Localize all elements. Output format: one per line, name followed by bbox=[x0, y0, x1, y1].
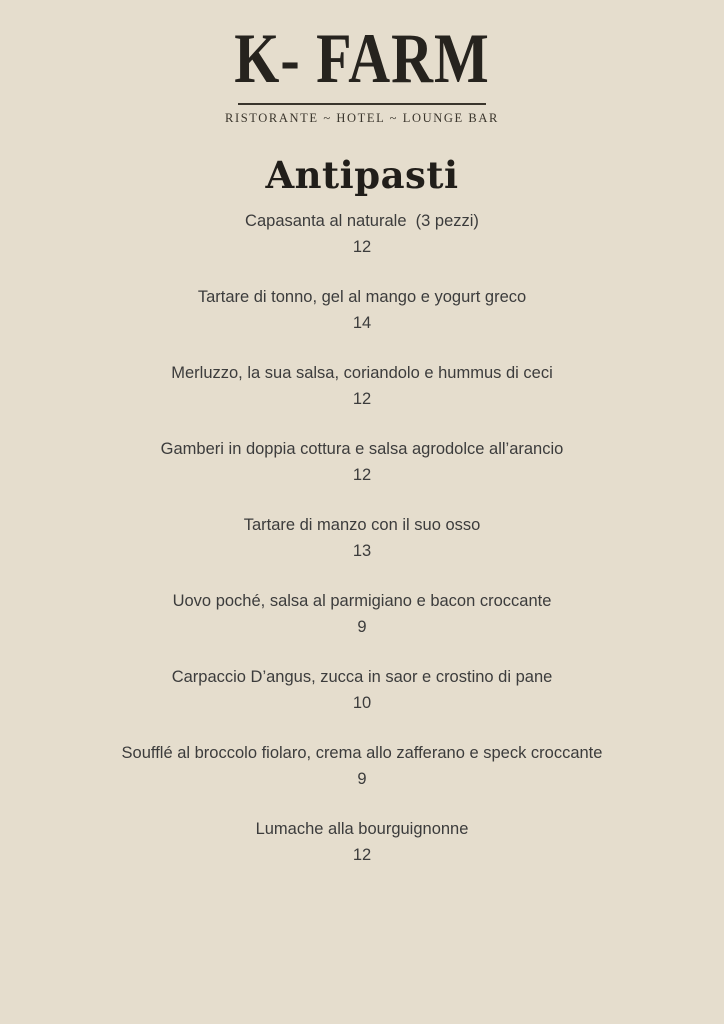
section-title: Antipasti bbox=[265, 153, 459, 197]
menu-item-name: Tartare di tonno, gel al mango e yogurt greco bbox=[197, 288, 527, 306]
menu-item bbox=[0, 816, 724, 868]
menu-item bbox=[0, 588, 724, 640]
menu-item-name: Carpaccio D’angus, zucca in saor e crostino di pane bbox=[171, 668, 553, 686]
menu-item-name: Lumache alla bourguignonne bbox=[255, 820, 469, 838]
menu-item-name: Uovo poché, salsa al parmigiano e bacon croccante bbox=[172, 592, 552, 610]
menu-item-name: Soufflé al broccolo fiolaro, crema allo zafferano e speck croccante bbox=[121, 744, 603, 762]
menu-item-price: 12 bbox=[352, 238, 372, 256]
menu-item-price: 9 bbox=[357, 770, 367, 788]
restaurant-logo bbox=[225, 18, 499, 126]
menu-item-price: 12 bbox=[352, 390, 372, 408]
menu-item-name: Tartare di manzo con il suo osso bbox=[243, 516, 481, 534]
menu-item bbox=[0, 740, 724, 792]
menu-item-name: Capasanta al naturale (3 pezzi) bbox=[245, 212, 479, 230]
menu-item bbox=[0, 512, 724, 564]
menu-item-price: 9 bbox=[357, 618, 367, 636]
menu-item bbox=[0, 208, 724, 260]
menu-item-price: 13 bbox=[352, 542, 372, 560]
menu-item-price: 10 bbox=[352, 694, 372, 712]
menu-item-price: 12 bbox=[352, 846, 372, 864]
menu-item-name: Gamberi in doppia cottura e salsa agrodolce all’arancio bbox=[160, 440, 564, 458]
logo-title: K- FARM bbox=[234, 18, 490, 98]
menu-items bbox=[0, 208, 724, 868]
menu-item-price: 12 bbox=[352, 466, 372, 484]
menu-item bbox=[0, 284, 724, 336]
logo-tagline: RISTORANTE ~ HOTEL ~ LOUNGE BAR bbox=[225, 111, 499, 125]
logo-divider bbox=[238, 103, 486, 105]
menu-item-name: Merluzzo, la sua salsa, coriandolo e hummus di ceci bbox=[171, 364, 553, 382]
menu-item bbox=[0, 360, 724, 412]
menu-item-price: 14 bbox=[352, 314, 372, 332]
menu-item bbox=[0, 436, 724, 488]
menu-item bbox=[0, 664, 724, 716]
